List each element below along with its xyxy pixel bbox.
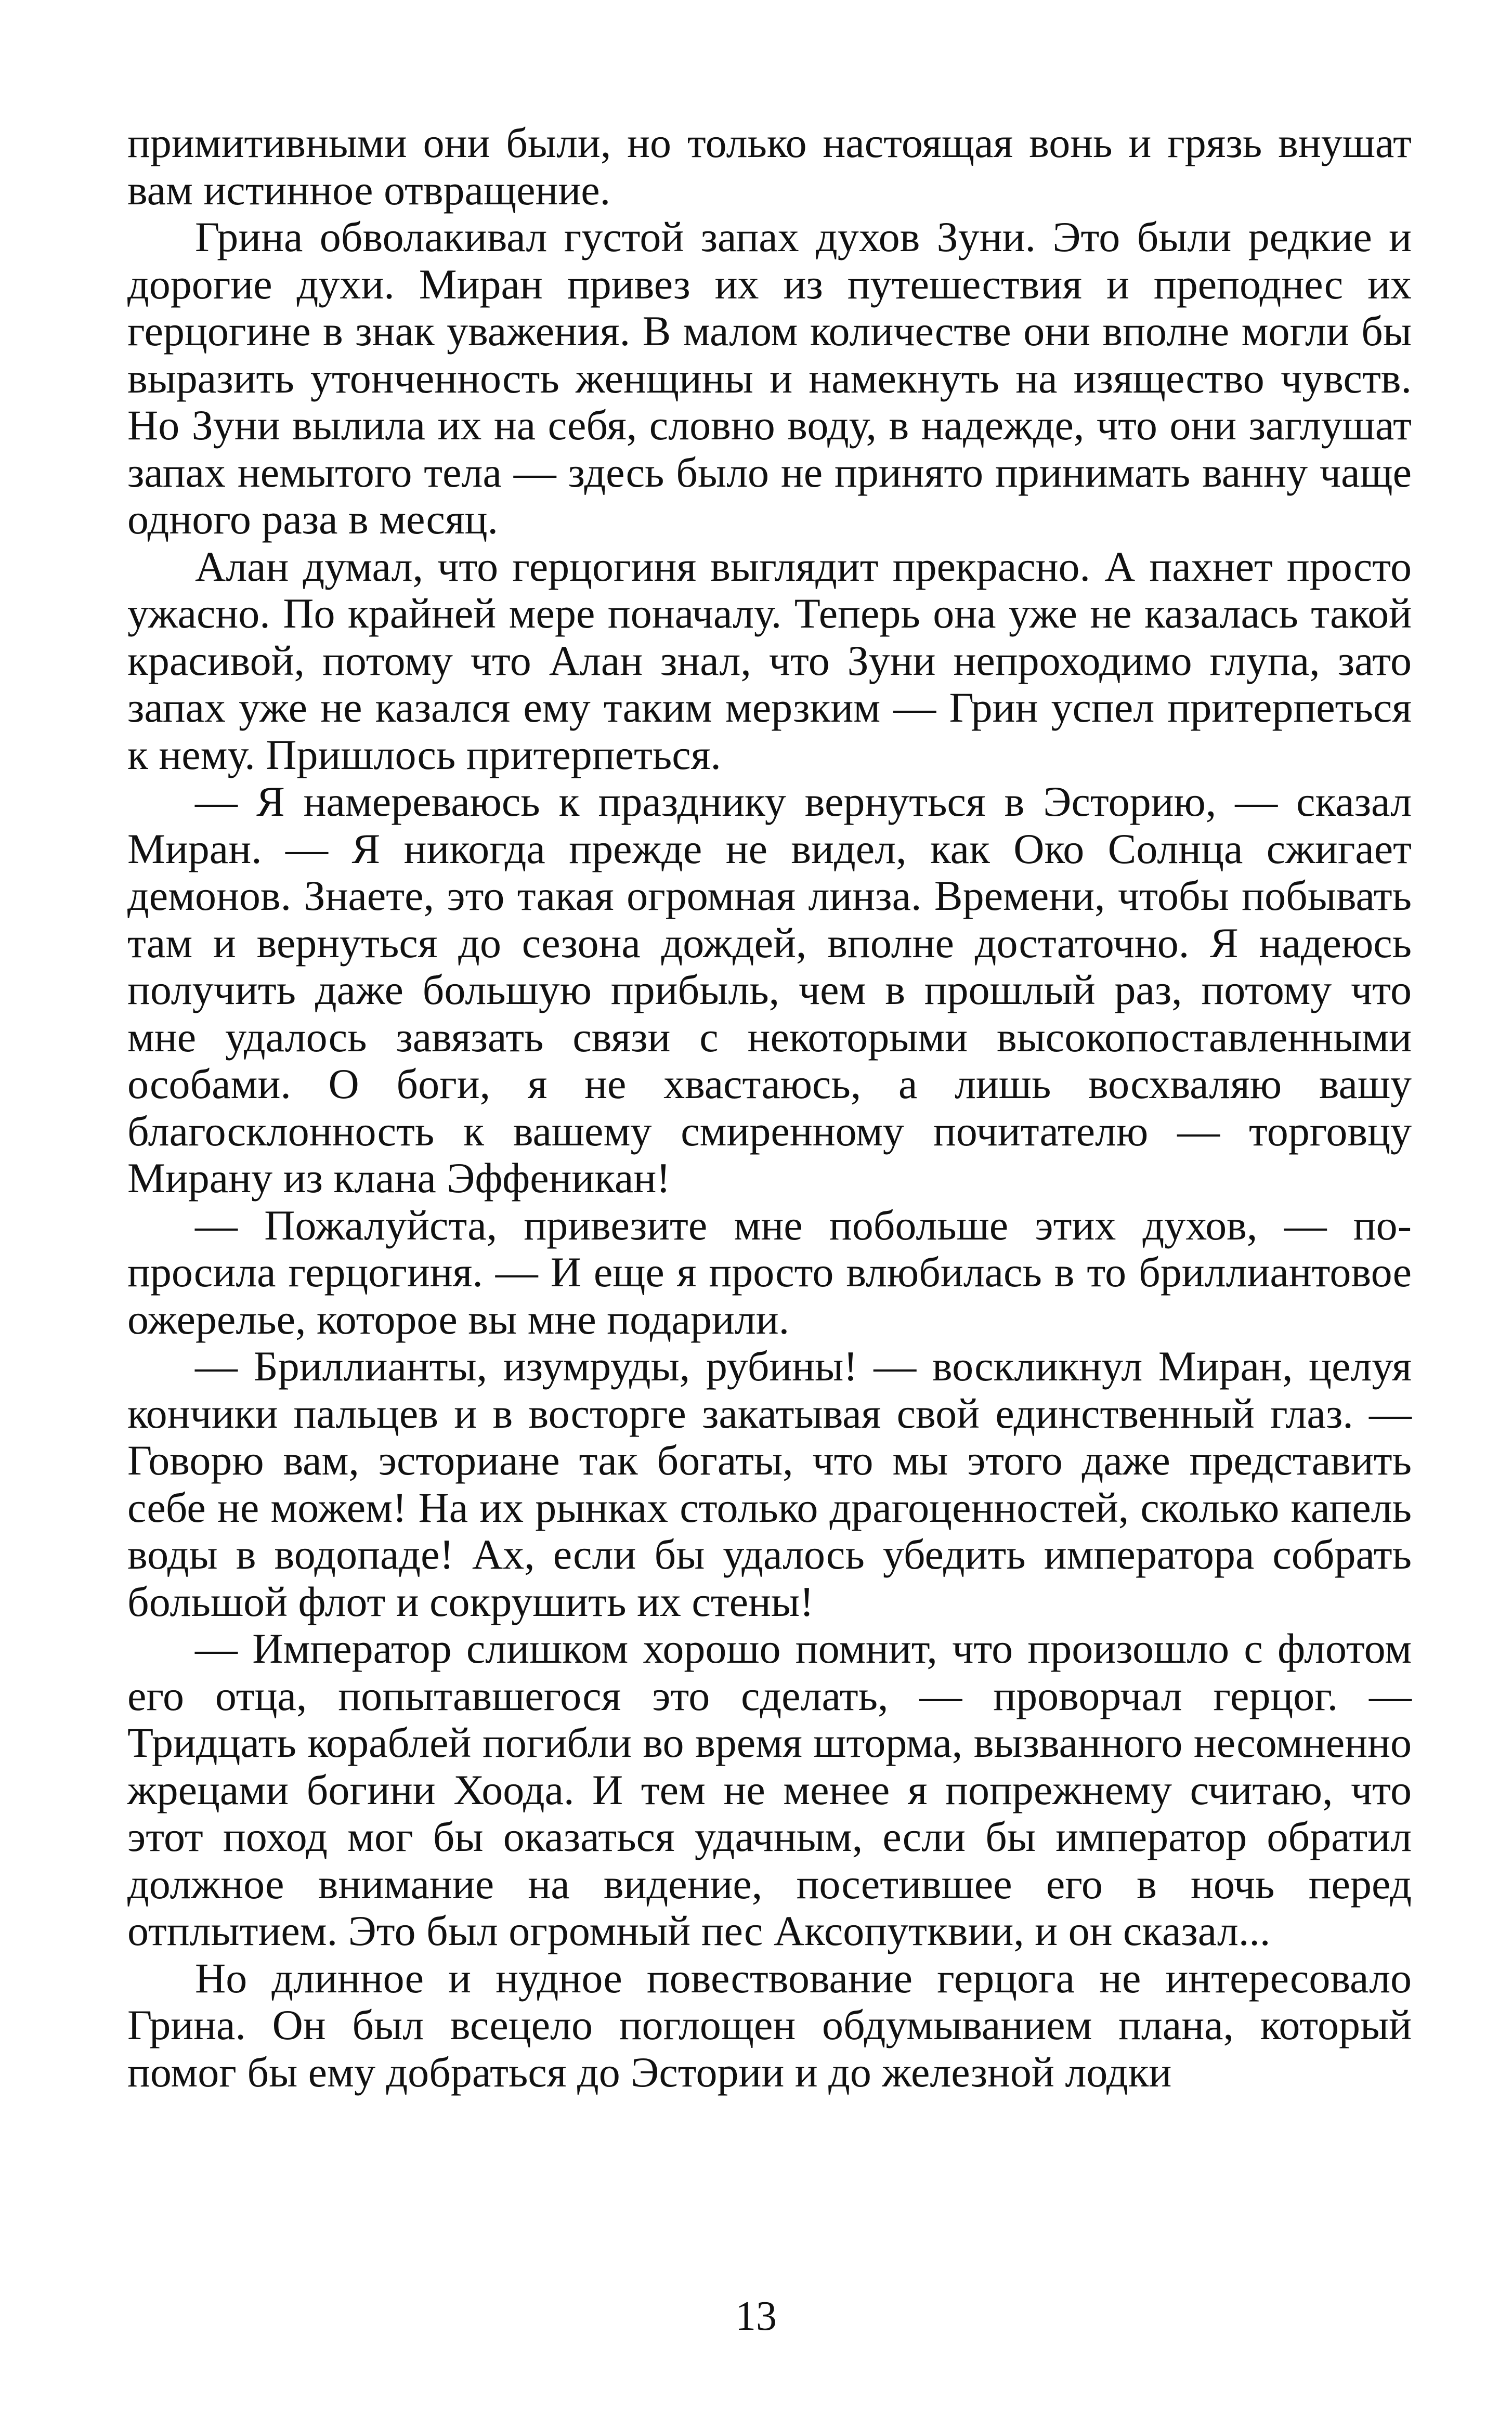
paragraph-7: — Император слишком хорошо помнит, что произошло с флотом его отца, попытавшегося это сделать, — проворчал герцог. — Тридцать кораблей погибли во время шторма, вызванного несомненно жрецами богини Хоода. И тем не менее я попрежнему считаю, что этот поход мог бы оказаться удачным, если бы император обратил должное внимание на видение, посетившее его в ночь перед отплытием. Это был огромный пес Аксопутквии, и он сказал... xyxy=(127,1625,1412,1954)
paragraph-4: — Я намереваюсь к празднику вернуться в Эсторию, — сказал Миран. — Я никогда прежде не видел, как Око Солнца сжигает демонов. Знаете, это такая огромная линза. Времени, чтобы побывать там и вернуться до сезона дождей, вполне достаточно. Я надеюсь получить даже большую прибыль, чем в прошлый раз, потому что мне удалось завязать связи с некоторыми высокопоставленными особами. О боги, я не хвастаюсь, а лишь восхваляю вашу благосклонность к вашему смиренному почитателю — торговцу Мирану из клана Эффеникан! xyxy=(127,778,1412,1202)
paragraph-1: примитивными они были, но только настоящая вонь и грязь внушат вам истинное отвращение. xyxy=(127,119,1412,214)
paragraph-6: — Бриллианты, изумруды, рубины! — воскликнул Миран, целуя кончики пальцев и в восторге закатывая свой единственный глаз. — Говорю вам, эсториане так богаты, что мы этого даже представить себе не можем! На их рынках столько драгоценностей, сколько капель воды в водопаде! Ах, если бы удалось убедить императора собрать большой флот и сокрушить их стены! xyxy=(127,1342,1412,1625)
paragraph-2: Грина обволакивал густой запах духов Зуни. Это были редкие и дорогие духи. Миран привез их из путешествия и преподнес их герцогине в знак уважения. В малом количестве они вполне могли бы выразить утонченность женщины и намекнуть на изящество чувств. Но Зуни вылила их на себя, словно воду, в надежде, что они заглушат запах немытого тела — здесь было не принято принимать ванну чаще одного раза в месяц. xyxy=(127,213,1412,543)
page-body xyxy=(127,120,1412,2096)
page-number: 13 xyxy=(735,2293,777,2339)
paragraph-3: Алан думал, что герцогиня выглядит прекрасно. А пахнет просто ужасно. По крайней мере поначалу. Теперь она уже не казалась такой красивой, потому что Алан знал, что Зуни непроходимо глупа, зато запах уже не казался ему таким мерзким — Грин успел притерпеться к нему. Пришлось притерпеться. xyxy=(127,542,1412,778)
paragraph-8: Но длинное и нудное повествование герцога не интересовало Грина. Он был всецело поглощен обдумыванием плана, который помог бы ему добраться до Эстории и до железной лодки xyxy=(127,1954,1412,2096)
paragraph-5: — Пожалуйста, привезите мне побольше этих духов, — попросила герцогиня. — И еще я просто влюбилась в то бриллиантовое ожерелье, которое вы мне подарили. xyxy=(127,1201,1412,1343)
